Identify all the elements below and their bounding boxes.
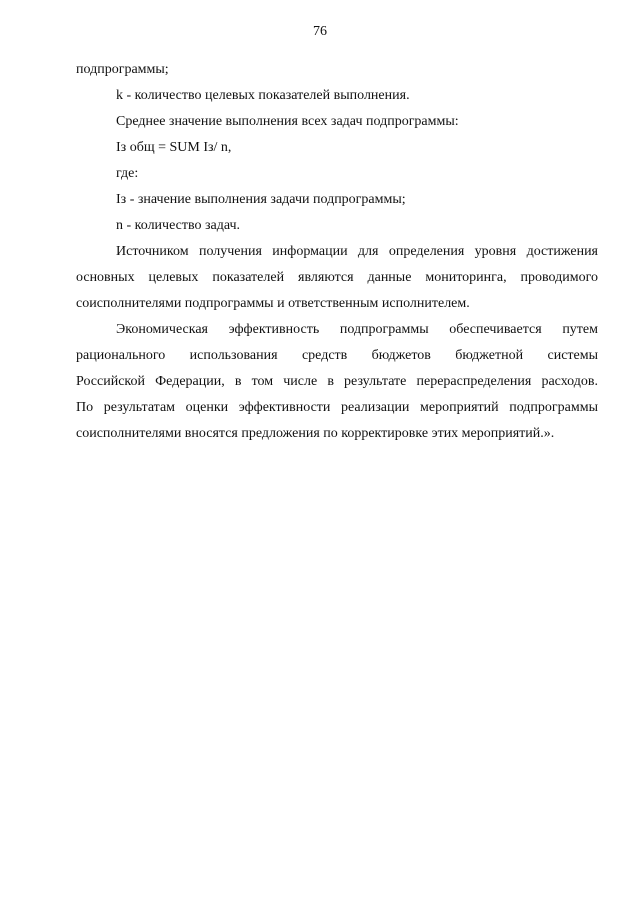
paragraph-line: рационального использования средств бюджетов бюджетной системы — [76, 348, 598, 363]
paragraph-line: соисполнителями вносятся предложения по корректировке этих мероприятий.». — [76, 426, 555, 441]
formula-line: Iз общ = SUM Iз/ n, — [116, 140, 232, 155]
text-line: n - количество задач. — [116, 218, 241, 233]
paragraph-line: По результатам оценки эффективности реализации мероприятий подпрограммы — [76, 400, 598, 415]
text-line: Среднее значение выполнения всех задач подпрограммы: — [116, 114, 459, 129]
page-number: 76 — [313, 24, 327, 39]
text-line: подпрограммы; — [76, 62, 169, 77]
paragraph-line: Российской Федерации, в том числе в результате перераспределения расходов. — [76, 374, 598, 389]
paragraph-line: Экономическая эффективность подпрограммы обеспечивается путем — [116, 322, 598, 337]
text-line: где: — [116, 166, 139, 181]
text-line: k - количество целевых показателей выполнения. — [116, 88, 410, 103]
paragraph-line: соисполнителями подпрограммы и ответственным исполнителем. — [76, 296, 470, 311]
paragraph-line: основных целевых показателей являются данные мониторинга, проводимого — [76, 270, 598, 285]
paragraph-line: Источником получения информации для определения уровня достижения — [116, 244, 598, 259]
document-body — [76, 57, 598, 447]
text-line: Iз - значение выполнения задачи подпрограммы; — [116, 192, 406, 207]
